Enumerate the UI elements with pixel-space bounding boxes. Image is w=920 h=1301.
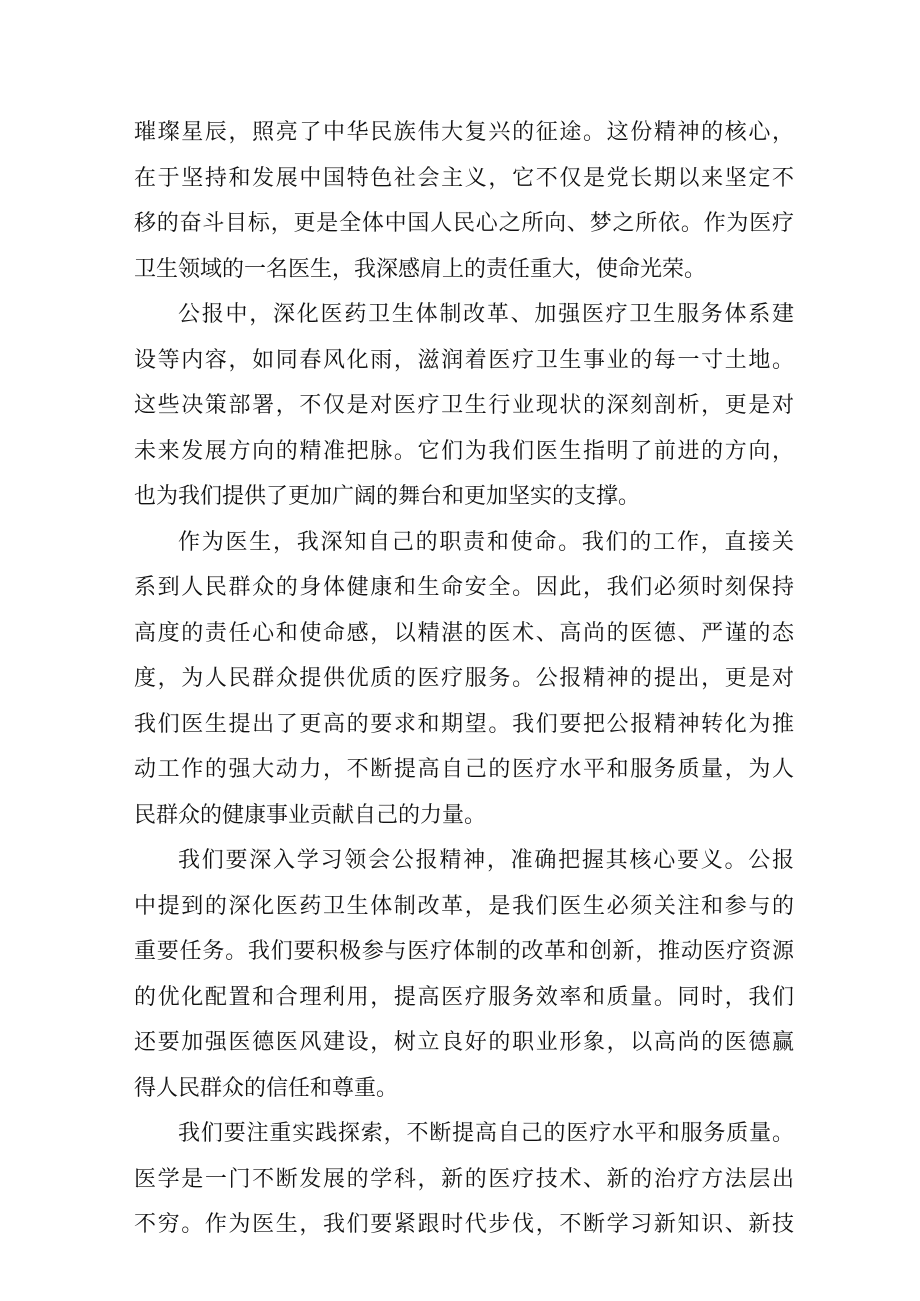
body-text (134, 110, 794, 1248)
text-line: 卫生领域的一名医生，我深感肩上的责任重大，使命光荣。 (134, 256, 707, 282)
paragraph-first-line: 我们要注重实践探索，不断提高自己的医疗水平和服务质量。 (178, 1121, 794, 1146)
text-line: 移的奋斗目标，更是全体中国人民心之所向、梦之所依。作为医疗 (134, 211, 794, 236)
text-line: 这些决策部署，不仅是对医疗卫生行业现状的深刻剖析，更是对 (134, 393, 794, 418)
paragraph-first-line: 作为医生，我深知自己的职责和使命。我们的工作，直接关 (178, 529, 794, 555)
text-line: 我们医生提出了更高的要求和期望。我们要把公报精神转化为推 (134, 711, 794, 737)
text-line: 重要任务。我们要积极参与医疗体制的改革和创新，推动医疗资源 (134, 939, 794, 964)
text-line: 还要加强医德医风建设，树立良好的职业形象，以高尚的医德赢 (134, 1030, 794, 1055)
text-line: 度，为人民群众提供优质的医疗服务。公报精神的提出，更是对 (134, 666, 794, 691)
text-line: 得人民群众的信任和尊重。 (134, 1075, 399, 1101)
text-line: 也为我们提供了更加广阔的舞台和更加坚实的支撑。 (134, 484, 641, 509)
paragraph-first-line: 公报中，深化医药卫生体制改革、加强医疗卫生服务体系建 (178, 302, 794, 327)
text-line: 中提到的深化医药卫生体制改革，是我们医生必须关注和参与的 (134, 893, 794, 919)
text-line: 的优化配置和合理利用，提高医疗服务效率和质量。同时，我们 (134, 984, 794, 1010)
text-line: 系到人民群众的身体健康和生命安全。因此，我们必须时刻保持 (134, 575, 794, 600)
text-line: 不穷。作为医生，我们要紧跟时代步伐，不断学习新知识、新技 (134, 1212, 794, 1237)
text-line: 设等内容，如同春风化雨，滋润着医疗卫生事业的每一寸土地。 (134, 347, 794, 373)
text-line: 未来发展方向的精准把脉。它们为我们医生指明了前进的方向， (134, 438, 794, 464)
text-line: 民群众的健康事业贡献自己的力量。 (134, 802, 487, 828)
text-line: 动工作的强大动力，不断提高自己的医疗水平和服务质量，为人 (134, 757, 794, 782)
text-line: 璀璨星辰，照亮了中华民族伟大复兴的征途。这份精神的核心， (134, 120, 794, 145)
text-line: 高度的责任心和使命感，以精湛的医术、高尚的医德、严谨的态 (134, 620, 794, 646)
paragraph-first-line: 我们要深入学习领会公报精神，准确把握其核心要义。公报 (178, 848, 794, 873)
text-line: 医学是一门不断发展的学科，新的医疗技术、新的治疗方法层出 (134, 1166, 794, 1192)
text-line: 在于坚持和发展中国特色社会主义，它不仅是党长期以来坚定不 (134, 165, 794, 191)
